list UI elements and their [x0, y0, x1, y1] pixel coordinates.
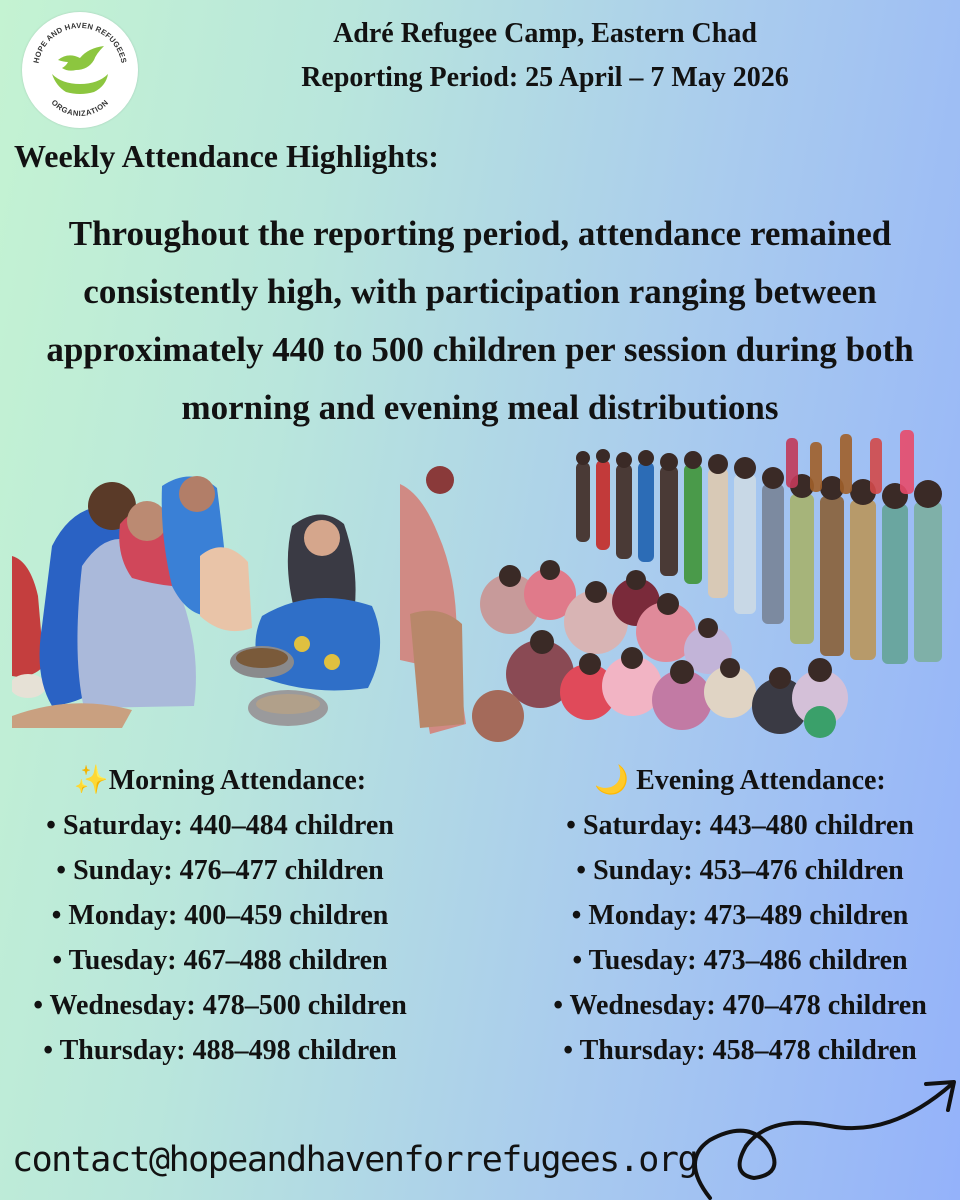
morning-row: • Tuesday: 467–488 children [52, 945, 388, 976]
dove-in-hands-icon [22, 12, 138, 128]
evening-row: • Wednesday: 470–478 children [553, 990, 927, 1021]
morning-attendance [0, 758, 440, 1073]
camp-location: Adré Refugee Camp, Eastern Chad [333, 18, 757, 49]
evening-row: • Sunday: 453–476 children [576, 855, 904, 886]
evening-attendance [520, 758, 960, 1073]
morning-row: • Saturday: 440–484 children [46, 810, 394, 841]
summary-line: morning and evening meal distributions [181, 388, 779, 427]
children-eating-photo [12, 466, 396, 728]
highlights-title: Weekly Attendance Highlights: [14, 138, 439, 174]
contact-email[interactable]: contact@hopeandhavenforrefugees.org [12, 1140, 698, 1180]
evening-row: • Tuesday: 473–486 children [572, 945, 908, 976]
morning-row: • Sunday: 476–477 children [56, 855, 384, 886]
summary-line: Throughout the reporting period, attendance remained [68, 214, 892, 253]
report-header [150, 12, 940, 100]
summary-line: consistently high, with participation ranging between [83, 272, 877, 311]
morning-row: • Thursday: 488–498 children [43, 1035, 397, 1066]
svg-text:HOPE AND HAVEN REFUGEES: HOPE AND HAVEN REFUGEES [31, 20, 129, 65]
children-queue-photo [400, 424, 960, 744]
summary-line: approximately 440 to 500 children per session during both [46, 330, 914, 369]
evening-attendance-title: 🌙 Evening Attendance: [594, 765, 886, 796]
highlights-summary [0, 205, 960, 437]
svg-text:ORGANIZATION: ORGANIZATION [49, 97, 111, 119]
evening-row: • Saturday: 443–480 children [566, 810, 914, 841]
curly-arrow-icon [680, 1070, 960, 1200]
morning-row: • Wednesday: 478–500 children [33, 990, 407, 1021]
morning-row: • Monday: 400–459 children [51, 900, 389, 931]
reporting-period: Reporting Period: 25 April – 7 May 2026 [301, 62, 789, 93]
organization-logo [22, 12, 138, 128]
morning-attendance-title: ✨Morning Attendance: [73, 765, 367, 796]
evening-row: • Monday: 473–489 children [571, 900, 909, 931]
evening-row: • Thursday: 458–478 children [563, 1035, 917, 1066]
